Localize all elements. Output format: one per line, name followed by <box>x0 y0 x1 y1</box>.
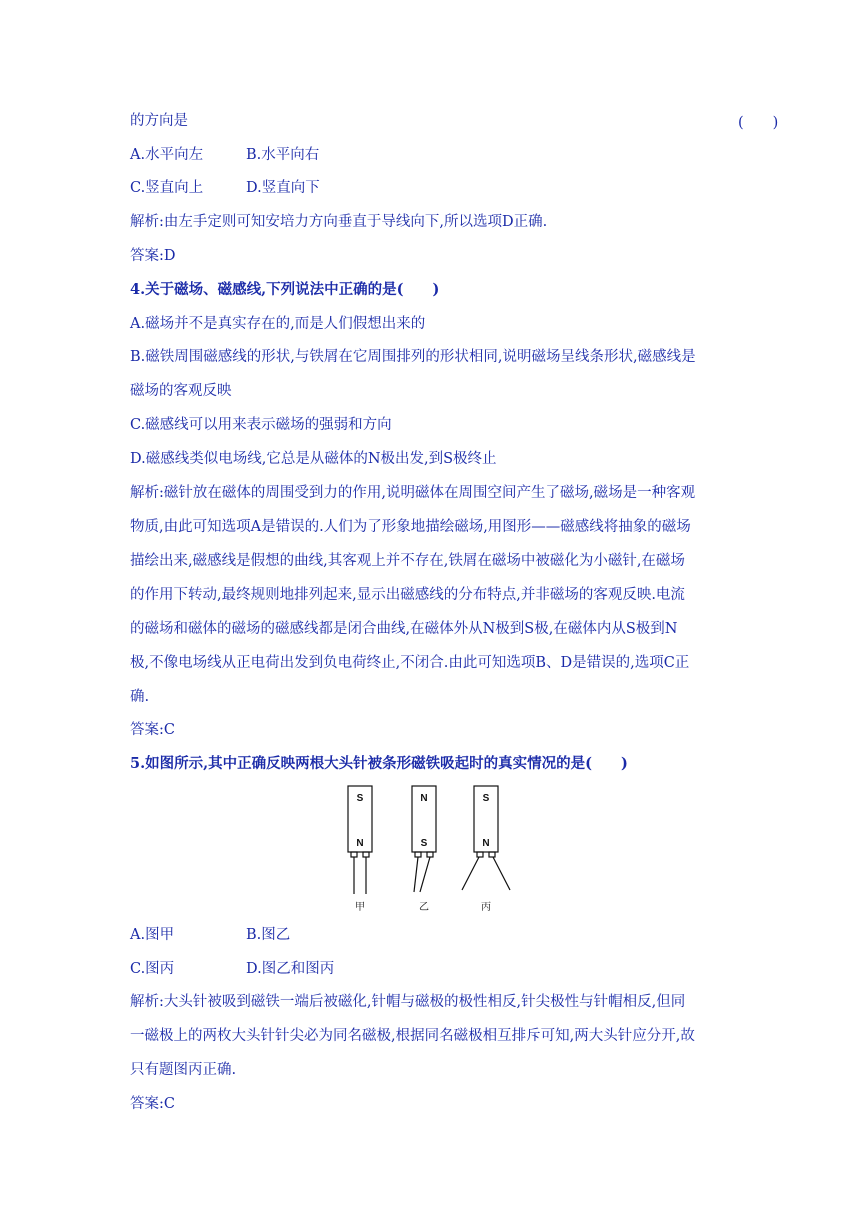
q5-answer: 答案:C <box>130 1096 175 1112</box>
q3-option-c: C.竖直向上 <box>130 180 204 196</box>
magnet-jia-bottom-pole: N <box>356 838 364 849</box>
magnet-jia-pin-head-left <box>351 852 357 857</box>
q3-stem-tail: 的方向是 <box>130 113 188 129</box>
q5-analysis-line3: 只有题图丙正确. <box>130 1062 237 1078</box>
magnet-bing-label: 丙 <box>481 902 491 913</box>
magnet-jia-pin-head-right <box>363 852 369 857</box>
q4-analysis-line4: 的作用下转动,最终规则地排列起来,显示出磁感线的分布特点,并非磁场的客观反映.电流 <box>130 587 685 603</box>
q4-option-b-line2: 磁场的客观反映 <box>130 383 232 399</box>
q4-option-d: D.磁感线类似电场线,它总是从磁体的N极出发,到S极终止 <box>130 451 497 467</box>
q4-analysis-line7: 确. <box>130 689 150 705</box>
q5-option-c: C.图丙 <box>130 961 175 977</box>
magnet-bing-bottom-pole: N <box>482 838 490 849</box>
q5-analysis-line1: 解析:大头针被吸到磁铁一端后被磁化,针帽与磁极的极性相反,针尖极性与针帽相反,但同 <box>130 994 686 1010</box>
magnet-bing-top-pole: S <box>482 793 490 804</box>
q4-stem: 4.关于磁场、磁感线,下列说法中正确的是( ) <box>130 281 440 298</box>
q5-analysis-line2: 一磁极上的两枚大头针针尖必为同名磁极,根据同名磁极相互排斥可知,两大头针应分开,故 <box>130 1028 695 1044</box>
q3-option-b: B.水平向右 <box>246 147 320 163</box>
magnet-bing-pin-head-left <box>477 852 483 857</box>
q5-option-b: B.图乙 <box>246 927 291 943</box>
q3-option-a: A.水平向左 <box>130 147 204 163</box>
q4-analysis-line6: 极,不像电场线从正电荷出发到负电荷终止,不闭合.由此可知选项B、D是错误的,选项C正 <box>130 655 690 671</box>
magnet-jia-label: 甲 <box>355 902 365 913</box>
q4-answer: 答案:C <box>130 722 175 738</box>
magnet-pins-figure <box>338 782 528 917</box>
q4-option-b-line1: B.磁铁周围磁感线的形状,与铁屑在它周围排列的形状相同,说明磁场呈线条形状,磁感线是 <box>130 349 696 365</box>
magnet-bing-pin-left <box>462 857 479 890</box>
q5-stem: 5.如图所示,其中正确反映两根大头针被条形磁铁吸起时的真实情况的是( ) <box>130 755 628 772</box>
magnet-bing-pin-right <box>493 857 510 890</box>
magnet-jia-top-pole: S <box>356 793 364 804</box>
q3-option-d: D.竖直向下 <box>246 180 320 196</box>
magnet-yi-top-pole: N <box>420 793 428 804</box>
magnet-yi-pin-right <box>420 857 430 892</box>
magnet-yi-pin-left <box>414 857 418 892</box>
magnet-yi-pin-head-right <box>427 852 433 857</box>
q5-option-a: A.图甲 <box>130 927 175 943</box>
magnet-yi-label: 乙 <box>419 902 429 913</box>
q5-option-d: D.图乙和图丙 <box>246 961 335 977</box>
magnet-yi-bottom-pole: S <box>420 838 428 849</box>
magnet-yi-pin-head-left <box>415 852 421 857</box>
q3-answer-blank: ( ) <box>738 115 779 131</box>
q4-analysis-line5: 的磁场和磁体的磁场的磁感线都是闭合曲线,在磁体外从N极到S极,在磁体内从S极到N <box>130 621 678 637</box>
q3-answer: 答案:D <box>130 248 176 264</box>
q4-analysis-line2: 物质,由此可知选项A是错误的.人们为了形象地描绘磁场,用图形——磁感线将抽象的磁场 <box>130 519 691 535</box>
q4-option-c: C.磁感线可以用来表示磁场的强弱和方向 <box>130 417 392 433</box>
q4-analysis-line1: 解析:磁针放在磁体的周围受到力的作用,说明磁体在周围空间产生了磁场,磁场是一种客观 <box>130 485 696 501</box>
q4-option-a: A.磁场并不是真实存在的,而是人们假想出来的 <box>130 316 426 332</box>
magnet-bing-pin-head-right <box>489 852 495 857</box>
q3-analysis: 解析:由左手定则可知安培力方向垂直于导线向下,所以选项D正确. <box>130 214 548 230</box>
q4-analysis-line3: 描绘出来,磁感线是假想的曲线,其客观上并不存在,铁屑在磁场中被磁化为小磁针,在磁场 <box>130 553 685 569</box>
